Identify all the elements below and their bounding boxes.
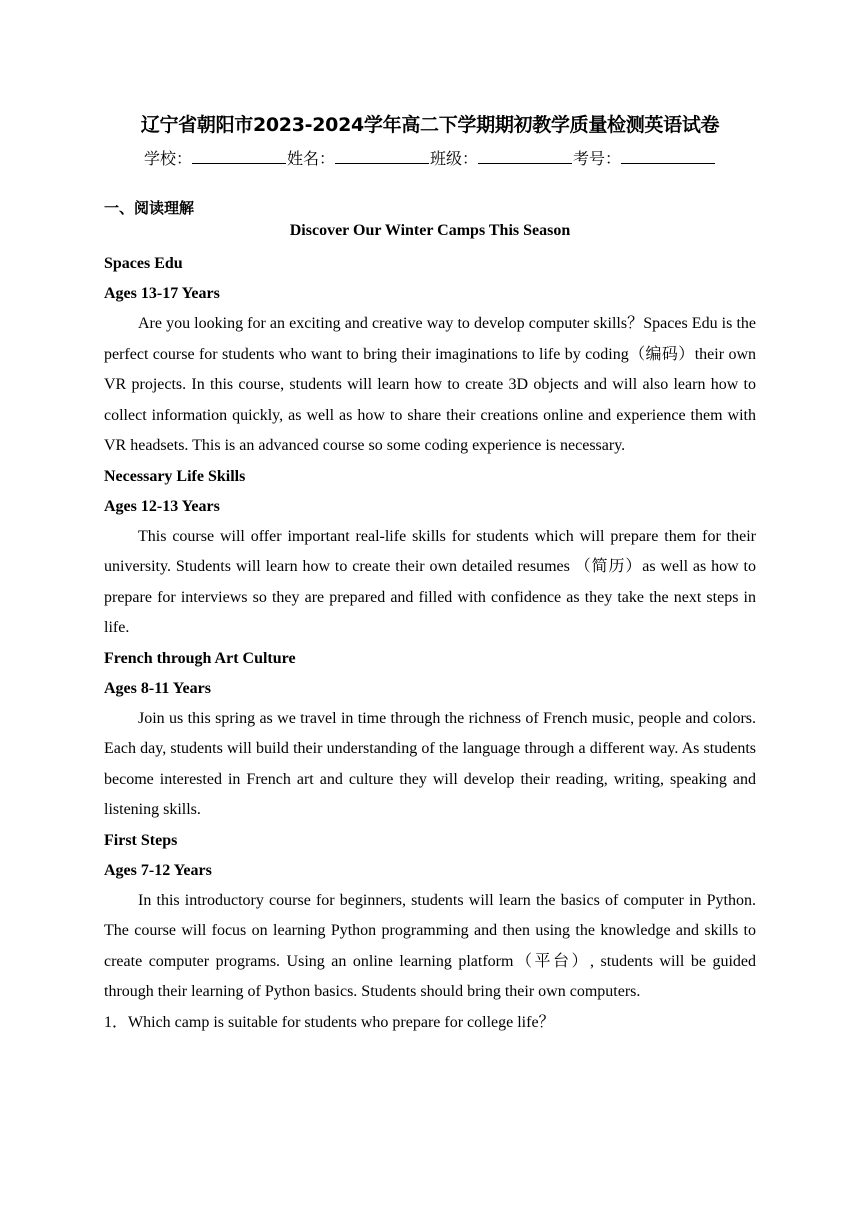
school-blank[interactable]	[192, 146, 286, 164]
camp-name: Necessary Life Skills	[104, 467, 246, 485]
question-number: 1．	[104, 1013, 129, 1031]
camp-block	[104, 249, 756, 462]
exam-title: 辽宁省朝阳市2023-2024学年高二下学期期初教学质量检测英语试卷	[140, 114, 720, 136]
camp-block	[104, 644, 756, 826]
camp-ages: Ages 7-12 Years	[104, 861, 212, 879]
camp-ages: Ages 12-13 Years	[104, 497, 220, 515]
camp-description: Join us this spring as we travel in time through the richness of French music, people and colors. Each day, students will build their understanding of the language through a different way. As students become interested in French art and culture they will develop their reading, writing, speaking and listening skills.	[104, 709, 756, 818]
camp-description: In this introductory course for beginners, students will learn the basics of computer in Python. The course will focus on learning Python programming and then using the knowledge and skills to create computer programs. Using an online learning platform（平台）, students will be guided through their learning of Python basics. Students should bring their own computers.	[104, 891, 756, 1000]
camp-block	[104, 826, 756, 1008]
exam-number-blank[interactable]	[621, 146, 715, 164]
question-text: Which camp is suitable for students who prepare for college life？	[128, 1013, 555, 1031]
camp-ages: Ages 13-17 Years	[104, 285, 220, 302]
class-blank[interactable]	[478, 146, 572, 164]
passage-title: Discover Our Winter Camps This Season	[289, 222, 571, 239]
name-blank[interactable]	[335, 146, 429, 164]
student-info-line	[0, 146, 860, 171]
passage-content	[104, 249, 756, 1038]
exam-number-label: 考号：	[573, 149, 622, 168]
camp-description: This course will offer important real-life skills for students which will prepare them for their university. Students will learn how to create their own detailed resumes （简历）as well as how to prepare for interviews so they are prepared and filled with confidence as they take the next steps in life.	[104, 527, 756, 636]
camp-block	[104, 462, 756, 644]
camp-ages: Ages 8-11 Years	[104, 679, 211, 697]
school-label: 学校：	[143, 149, 192, 168]
camp-name: French through Art Culture	[104, 649, 296, 667]
section-heading: 一、阅读理解	[104, 199, 195, 217]
camp-name: First Steps	[104, 831, 178, 849]
camp-name: Spaces Edu	[104, 255, 183, 272]
name-label: 姓名：	[286, 149, 335, 168]
question-item	[104, 1008, 756, 1038]
class-label: 班级：	[430, 149, 479, 168]
camp-description: Are you looking for an exciting and creative way to develop computer skills？Spaces Edu is the perfect course for students who want to bring their imaginations to life by coding（编码）their own VR projects. In this course, students will learn how to create 3D objects and will also learn how to collect information quickly, as well as how to share their creations online and experience them with VR headsets. This is an advanced course so some coding experience is necessary.	[104, 315, 756, 454]
